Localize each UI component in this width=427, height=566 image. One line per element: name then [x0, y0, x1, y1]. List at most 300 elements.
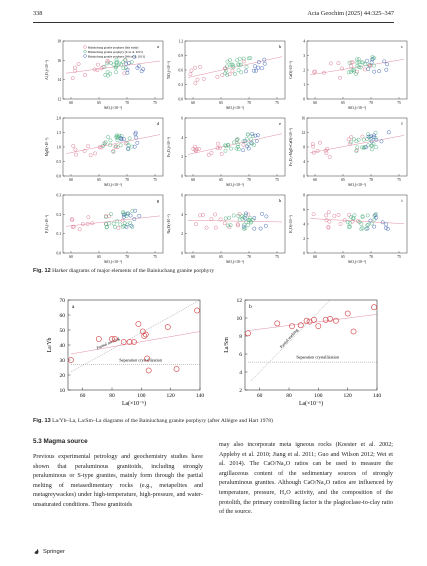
legend-marker — [84, 46, 87, 49]
data-point — [231, 69, 234, 72]
data-point — [245, 331, 250, 336]
x-axis-label: SiO₂(×10⁻²) — [104, 260, 122, 264]
y-tick-label: 4 — [303, 160, 305, 164]
x-tick-label: 70 — [125, 101, 129, 105]
data-point — [228, 73, 231, 76]
data-point — [374, 131, 377, 134]
y-tick-label: 2.0 — [56, 116, 61, 121]
data-point — [254, 69, 257, 72]
x-tick-label: 80 — [109, 393, 115, 399]
data-point — [246, 223, 249, 226]
panel-frame — [63, 118, 163, 176]
panel-i — [289, 194, 407, 265]
data-point — [223, 222, 226, 225]
x-tick-label: 65 — [341, 255, 345, 259]
y-axis-label: Al₂O₃(×10⁻²) — [45, 60, 49, 80]
x-tick-label: 140 — [195, 393, 205, 399]
legend-marker — [84, 50, 87, 53]
x-axis-label: SiO₂(×10⁻²) — [348, 260, 366, 264]
x-tick-label: 65 — [219, 178, 223, 182]
y-tick-label: 3 — [303, 54, 305, 58]
data-point — [347, 213, 350, 216]
y-tick-label: 0 — [303, 251, 305, 256]
data-point — [329, 62, 332, 65]
data-point — [345, 311, 350, 316]
publisher-name: Springer — [43, 549, 65, 555]
data-point — [133, 217, 136, 220]
figure-12-harker-diagrams — [33, 33, 403, 264]
y-tick-label: 6 — [239, 352, 242, 358]
data-point — [245, 65, 248, 68]
x-tick-label: 60 — [79, 393, 86, 399]
data-point — [72, 144, 75, 147]
x-axis-label: SiO₂(×10⁻²) — [348, 106, 366, 110]
panel-letter: h — [278, 198, 282, 203]
trend-line — [310, 218, 404, 223]
data-point — [235, 59, 238, 62]
data-point — [241, 148, 244, 151]
data-point — [196, 78, 199, 81]
y-tick-label: 1.5 — [56, 131, 61, 135]
data-point — [244, 220, 247, 223]
figure-12-caption — [33, 268, 393, 274]
y-tick-label: 0 — [303, 174, 305, 179]
data-point — [224, 217, 227, 220]
data-point — [377, 69, 380, 72]
x-tick-label: 120 — [343, 393, 352, 399]
x-tick-label: 60 — [69, 255, 73, 259]
y-tick-label: 4 — [181, 135, 183, 140]
y-axis-label: Na₂O(×10⁻²) — [167, 214, 171, 234]
legend-label: Bainiuchang granite porphyry (this study) — [88, 45, 139, 50]
x-tick-label: 60 — [313, 101, 317, 105]
data-point — [96, 63, 99, 66]
y-tick-label: 8 — [303, 193, 305, 198]
data-point — [372, 70, 375, 73]
data-point — [233, 72, 236, 75]
x-axis-label: La(×10⁻⁶) — [121, 401, 147, 407]
data-point — [86, 145, 89, 148]
data-point — [264, 224, 267, 227]
y-tick-label: 30 — [59, 358, 65, 364]
x-axis-label: SiO₂(×10⁻²) — [104, 183, 122, 187]
y-tick-label: 2 — [239, 388, 242, 394]
figure-13-label: Fig. 13 — [33, 418, 51, 424]
data-point — [229, 147, 232, 150]
y-tick-label: 12 — [57, 97, 61, 102]
page-footer — [33, 547, 65, 555]
data-point — [374, 145, 377, 148]
y-tick-label: 50 — [59, 328, 65, 334]
panel-c — [289, 40, 407, 111]
data-point — [228, 58, 231, 61]
data-point — [316, 149, 319, 152]
data-point — [96, 336, 101, 341]
springer-logo-icon — [33, 547, 41, 555]
panel-letter: f — [401, 121, 403, 126]
data-point — [367, 223, 370, 226]
data-point — [109, 212, 112, 215]
x-tick-label: 70 — [247, 178, 251, 182]
chart-a — [47, 298, 204, 407]
data-point — [363, 68, 366, 71]
panel-frame — [307, 118, 407, 176]
x-tick-label: 75 — [275, 101, 279, 105]
data-point — [228, 216, 231, 219]
y-tick-label: 12 — [236, 298, 242, 304]
data-point — [380, 140, 383, 143]
x-tick-label: 60 — [69, 101, 73, 105]
panel-a — [45, 40, 163, 111]
y-tick-label: 2 — [303, 68, 305, 73]
data-point — [127, 144, 130, 147]
x-tick-label: 70 — [247, 255, 251, 259]
data-point — [193, 66, 196, 69]
data-point — [232, 141, 235, 144]
y-tick-label: 10 — [59, 388, 65, 394]
data-point — [371, 305, 376, 310]
data-point — [365, 59, 368, 62]
data-point — [194, 82, 197, 85]
x-tick-label: 75 — [397, 255, 401, 259]
panel-letter: g — [156, 198, 160, 203]
panel-f — [289, 117, 407, 188]
panel-letter: b — [278, 44, 282, 49]
data-point — [250, 141, 253, 144]
y-tick-label: 0.5 — [56, 160, 61, 164]
y-tick-label: 60 — [59, 313, 65, 319]
trend-line — [188, 220, 282, 222]
separation-label: Separation crystallization — [119, 357, 163, 363]
data-point — [333, 214, 336, 217]
data-point — [298, 323, 303, 328]
data-point — [327, 211, 330, 214]
data-point — [366, 144, 369, 147]
panel-b — [167, 40, 285, 111]
data-point — [333, 318, 338, 323]
data-point — [93, 152, 96, 155]
data-point — [194, 308, 199, 313]
x-tick-label: 100 — [314, 393, 323, 399]
y-tick-label: 0 — [181, 174, 183, 179]
data-point — [260, 212, 263, 215]
y-tick-label: 8 — [239, 334, 242, 340]
y-axis-label: MgO(×10⁻²) — [45, 137, 49, 157]
data-point — [112, 222, 115, 225]
data-point — [109, 139, 112, 142]
data-point — [263, 62, 266, 65]
y-tick-label: 1.0 — [56, 145, 61, 150]
panel-letter: e — [279, 121, 281, 126]
data-point — [367, 67, 370, 70]
figure-13-caption — [33, 418, 393, 424]
separation-label: Separation crystallization — [296, 354, 340, 360]
data-point — [194, 222, 197, 225]
plot-frame — [245, 300, 377, 390]
data-point — [119, 144, 122, 147]
data-point — [74, 153, 77, 156]
x-tick-label: 70 — [125, 178, 129, 182]
x-tick-label: 75 — [397, 101, 401, 105]
data-point — [318, 141, 321, 144]
y-tick-label: 20 — [59, 373, 65, 379]
y-tick-label: 4 — [239, 370, 242, 376]
section-heading: 5.3 Magma source — [33, 438, 88, 445]
journal-citation: Acta Geochim (2025) 44:325–347 — [307, 10, 394, 17]
y-tick-label: 0.0 — [178, 97, 183, 102]
x-tick-label: 60 — [191, 101, 195, 105]
panel-letter: a — [72, 304, 75, 310]
data-point — [108, 72, 111, 75]
figure-13-caption-text: La/Yb–La, La/Sm–La diagrams of the Bainiuchang granite porphyry (after Allègre and Hart 1978) — [52, 418, 273, 424]
data-point — [136, 321, 141, 326]
y-tick-label: 0.1 — [56, 232, 61, 237]
y-tick-label: 4 — [303, 222, 305, 227]
data-point — [122, 67, 125, 70]
data-point — [117, 226, 120, 229]
y-tick-label: 2 — [181, 232, 183, 237]
x-tick-label: 70 — [369, 101, 373, 105]
data-point — [366, 214, 369, 217]
data-point — [324, 214, 327, 217]
figure-12-label: Fig. 12 — [33, 268, 51, 274]
data-point — [129, 214, 132, 217]
body-text-right-column: may also incorporate meta igneous rocks (Koester et al. 2002; Appleby et al. 2010; Jiang et al. 2011; Guo and Wilson 2012; Wei et al. 2014). The CaO/Na₂O ratios can be used to measure the argillaceous content of the sedimentary sources of strongly peraluminous granites. Although CaO/Na₂O ratios are influenced by temperature, pressure, H₂O activity, and the composition of the protolith, the primary controlling factor is the plagioclase-to-clay ratio of the source. — [219, 442, 393, 516]
data-point — [245, 137, 248, 140]
data-point — [337, 213, 340, 216]
y-tick-label: 6 — [181, 193, 183, 198]
panel-frame — [307, 195, 407, 253]
data-point — [375, 138, 378, 141]
x-tick-label: 60 — [313, 178, 317, 182]
x-tick-label: 100 — [137, 393, 146, 399]
data-point — [134, 136, 137, 139]
x-axis-label: SiO₂(×10⁻²) — [348, 183, 366, 187]
data-point — [174, 366, 179, 371]
data-point — [360, 222, 363, 225]
panel-e — [167, 117, 285, 188]
y-axis-label: K₂O(×10⁻²) — [289, 215, 293, 233]
data-point — [385, 63, 388, 66]
y-tick-label: 4 — [303, 39, 305, 44]
data-point — [242, 143, 245, 146]
y-tick-label: 10 — [236, 316, 242, 322]
data-point — [311, 317, 316, 322]
data-point — [384, 226, 387, 229]
data-point — [74, 148, 77, 151]
data-point — [289, 324, 294, 329]
chart-b — [224, 298, 381, 407]
data-point — [210, 217, 213, 220]
figure-12-caption-text: Harker diagrams of major elements of the Bainiuchang granite porphyry — [52, 268, 215, 274]
y-tick-label: 70 — [59, 298, 65, 304]
data-point — [216, 75, 219, 78]
y-tick-label: 40 — [59, 343, 65, 349]
x-tick-label: 60 — [191, 178, 195, 182]
data-point — [78, 228, 81, 231]
x-tick-label: 60 — [191, 255, 195, 259]
y-tick-label: 0.6 — [178, 68, 183, 73]
data-point — [77, 62, 80, 65]
header-rule — [33, 22, 394, 23]
data-point — [106, 135, 109, 138]
data-point — [89, 154, 92, 157]
y-tick-label: 18 — [57, 39, 61, 44]
data-point — [304, 318, 309, 323]
panel-d — [45, 117, 163, 188]
panel-frame — [185, 195, 285, 253]
y-tick-label: 14 — [57, 78, 61, 83]
x-tick-label: 65 — [341, 178, 345, 182]
y-tick-label: 12 — [301, 131, 305, 135]
partial-melting-label: Partial melting — [95, 335, 121, 351]
data-point — [312, 212, 315, 215]
legend-marker — [84, 55, 87, 58]
data-point — [108, 215, 111, 218]
y-axis-label: Fe₂O₃+MgO+CaO(×10⁻²) — [289, 128, 293, 166]
data-point — [125, 225, 128, 228]
y-tick-label: 1.2 — [178, 39, 183, 44]
y-tick-label: 6 — [181, 116, 183, 121]
data-point — [370, 148, 373, 151]
x-tick-label: 65 — [341, 101, 345, 105]
data-point — [224, 149, 227, 152]
data-point — [210, 151, 213, 154]
x-tick-label: 75 — [153, 255, 157, 259]
y-tick-label: 2 — [181, 155, 183, 160]
data-point — [316, 324, 321, 329]
x-tick-label: 60 — [313, 255, 317, 259]
y-axis-label: TiO₂(×10⁻²) — [167, 61, 171, 79]
data-point — [253, 227, 256, 230]
y-tick-label: 8 — [303, 145, 305, 150]
y-tick-label: 0 — [303, 97, 305, 102]
data-point — [257, 66, 260, 69]
data-point — [121, 339, 126, 344]
x-tick-label: 65 — [97, 178, 101, 182]
x-tick-label: 65 — [97, 101, 101, 105]
partial-melting-label: Partial melting — [278, 327, 299, 350]
x-tick-label: 65 — [219, 255, 223, 259]
data-point — [259, 227, 262, 230]
data-point — [265, 215, 268, 218]
data-point — [216, 142, 219, 145]
y-tick-label: 0.0 — [56, 251, 61, 256]
data-point — [362, 138, 365, 141]
x-tick-label: 75 — [397, 178, 401, 182]
y-tick-label: 1 — [303, 83, 305, 87]
data-point — [312, 151, 315, 154]
x-tick-label: 65 — [219, 101, 223, 105]
x-axis-label: SiO₂(×10⁻²) — [104, 106, 122, 110]
x-tick-label: 75 — [153, 101, 157, 105]
x-axis-label: SiO₂(×10⁻²) — [226, 106, 244, 110]
body-text-left-column: Previous experimental petrology and geochemistry studies have shown that peraluminous granitoids, including strongly peraluminous or S-type granites, mainly form through the partial melting of metasedimentary rocks (e.g., metapelites and metagreywackes) under high-temperature, high-pressure, and water-unsaturated conditions. These granitoids — [33, 454, 203, 508]
data-point — [387, 131, 390, 134]
data-point — [386, 227, 389, 230]
y-tick-label: 0 — [181, 251, 183, 256]
data-point — [71, 76, 74, 79]
data-point — [353, 214, 356, 217]
data-point — [113, 225, 116, 228]
data-point — [83, 73, 86, 76]
data-point — [190, 69, 193, 72]
data-point — [114, 71, 117, 74]
trend-line — [66, 216, 160, 226]
y-tick-label: 16 — [57, 58, 61, 63]
legend-label: Bainiuchang granite porphyry (Wei et al. 2013) — [88, 54, 145, 59]
legend — [84, 45, 145, 58]
x-tick-label: 60 — [69, 178, 73, 182]
data-point — [189, 72, 192, 75]
data-point — [354, 72, 357, 75]
data-point — [239, 71, 242, 74]
data-point — [73, 66, 76, 69]
x-tick-label: 60 — [256, 393, 263, 399]
y-axis-label: La/Sm — [224, 337, 230, 353]
plot-frame — [68, 300, 200, 390]
y-tick-label: 0.3 — [178, 83, 183, 87]
data-point — [220, 152, 223, 155]
y-tick-label: 16 — [301, 116, 305, 121]
data-point — [128, 137, 131, 140]
trend-line — [66, 135, 160, 154]
data-point — [260, 67, 263, 70]
data-point — [312, 70, 315, 73]
data-point — [232, 214, 235, 217]
data-point — [205, 226, 208, 229]
y-axis-label: CaO(×10⁻²) — [289, 61, 293, 79]
panel-frame — [63, 195, 163, 253]
y-axis-label: La/Yb — [47, 337, 53, 353]
panel-letter: b — [249, 304, 252, 310]
data-point — [146, 368, 151, 373]
y-tick-label: 0.3 — [56, 193, 61, 198]
data-point — [325, 219, 328, 222]
page-header — [33, 10, 394, 22]
x-tick-label: 65 — [97, 255, 101, 259]
data-point — [143, 332, 148, 337]
panel-frame — [185, 118, 285, 176]
data-point — [351, 329, 356, 334]
data-point — [246, 133, 249, 136]
data-point — [250, 132, 253, 135]
x-tick-label: 70 — [369, 255, 373, 259]
fit-line — [248, 314, 377, 330]
data-point — [214, 226, 217, 229]
y-axis-label: Fe₂O₃(×10⁻²) — [167, 137, 171, 157]
data-point — [347, 138, 350, 141]
data-point — [384, 223, 387, 226]
data-point — [221, 73, 224, 76]
y-tick-label: 0.0 — [56, 174, 61, 179]
x-tick-label: 75 — [275, 178, 279, 182]
data-point — [275, 321, 280, 326]
x-tick-label: 70 — [125, 255, 129, 259]
data-point — [115, 220, 118, 223]
page-number: 338 — [33, 10, 43, 17]
figure-13-la-diagrams — [40, 292, 385, 412]
data-point — [81, 222, 84, 225]
data-point — [255, 139, 258, 142]
panel-g — [45, 194, 163, 265]
x-tick-label: 75 — [275, 255, 279, 259]
data-point — [142, 333, 147, 338]
data-point — [385, 68, 388, 71]
x-axis-label: La(×10⁻⁶) — [298, 401, 324, 407]
data-point — [328, 155, 331, 158]
fit-line — [71, 332, 200, 355]
